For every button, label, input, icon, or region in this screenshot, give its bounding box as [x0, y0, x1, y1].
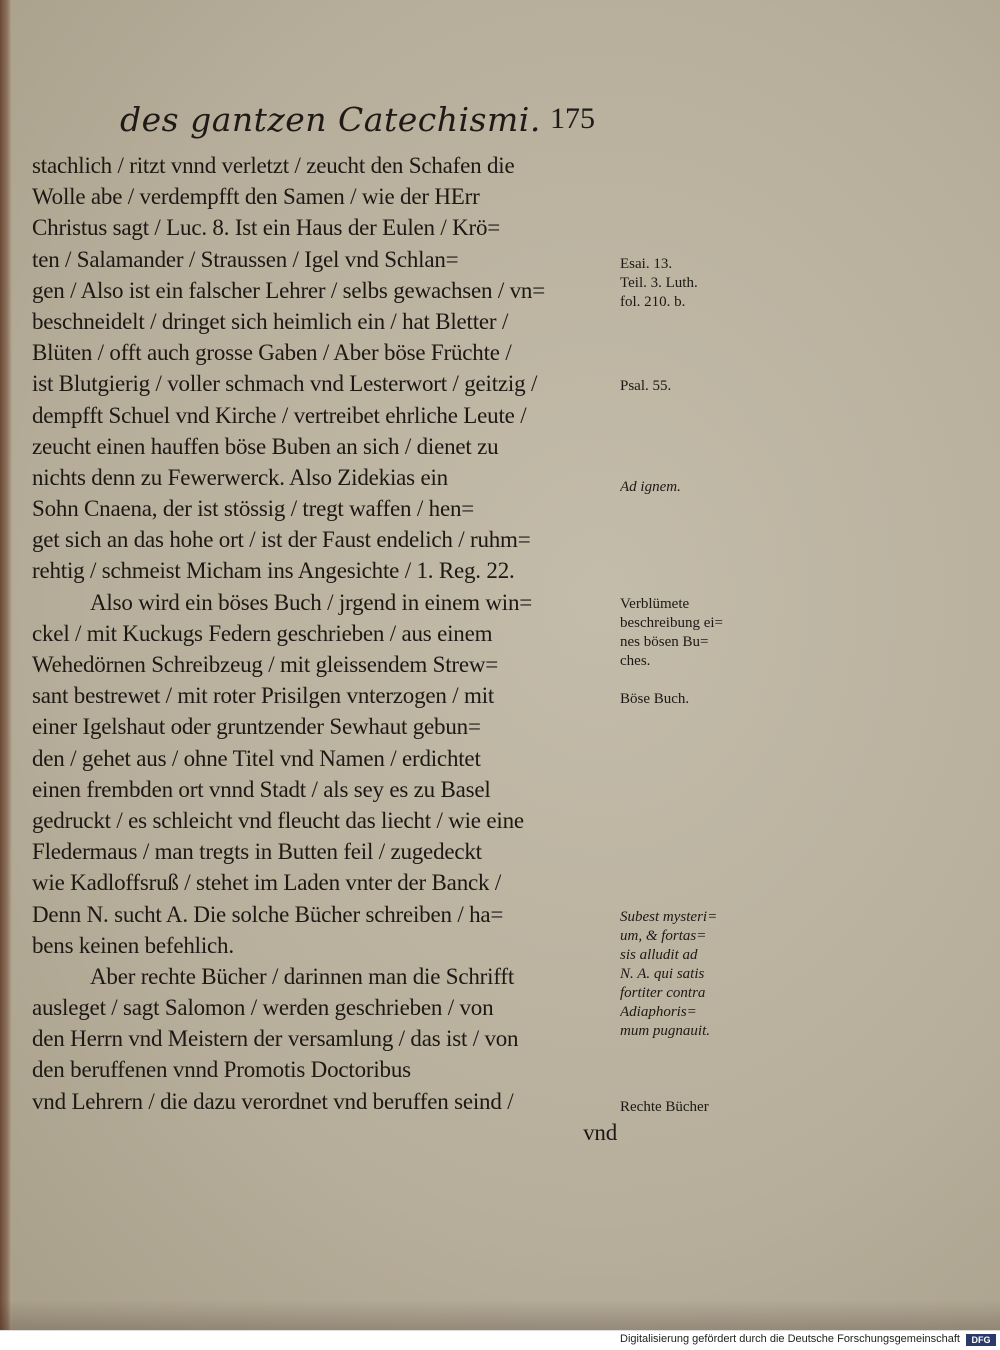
text-line: sant bestrewet / mit roter Prisilgen vnterzogen / mit [32, 683, 495, 709]
margin-note-line: N. A. qui satis [620, 966, 705, 982]
margin-note-line: mum pugnauit. [620, 1023, 710, 1039]
margin-note-line: fol. 210. b. [620, 294, 686, 310]
funding-credit: Digitalisierung gefördert durch die Deutsche Forschungsgemeinschaft [620, 1333, 960, 1345]
margin-note-line: Psal. 55. [620, 378, 672, 394]
margin-note [620, 1098, 795, 1117]
margin-note [620, 377, 795, 396]
margin-note-line: Subest mysteri= [620, 909, 718, 925]
text-line: bens keinen befehlich. [32, 932, 234, 958]
text-line: gedruckt / es schleicht vnd fleucht das liecht / wie eine [32, 807, 524, 833]
text-line: nichts denn zu Fewerwerck. Also Zidekias ein [32, 464, 448, 490]
margin-note-line: Adiaphoris= [620, 1004, 697, 1020]
margin-note-line: sis alludit ad [620, 947, 698, 963]
margin-note-line: Verblümete [620, 596, 690, 612]
margin-note [620, 908, 795, 1041]
running-header [120, 100, 620, 144]
text-line: stachlich / ritzt vnnd verletzt / zeucht den Schafen die [32, 153, 515, 178]
text-line: wie Kadloffsruß / stehet im Laden vnter der Banck / [32, 870, 502, 896]
body-text [32, 150, 617, 1148]
margin-note [620, 478, 795, 497]
margin-note [620, 595, 795, 671]
margin-note-line: Esai. 13. [620, 256, 673, 272]
text-line: Denn N. sucht A. Die solche Bücher schreiben / ha= [32, 901, 504, 927]
margin-note-line: Rechte Bücher [620, 1099, 709, 1115]
text-line: ist Blutgierig / voller schmach vnd Lesterwort / geitzig / [32, 371, 538, 397]
text-line: vnd Lehrern / die dazu verordnet vnd beruffen seind / [32, 1088, 514, 1114]
text-line: ausleget / sagt Salomon / werden geschrieben / von [32, 995, 494, 1021]
catchword: vnd [583, 1119, 617, 1145]
text-line: Christus sagt / Luc. 8. Ist ein Haus der Eulen / Krö= [32, 215, 501, 241]
text-line: rehtig / schmeist Micham ins Angesichte / 1. Reg. 22. [32, 558, 515, 584]
page-binding-edge [0, 0, 12, 1330]
text-line: gen / Also ist ein falscher Lehrer / selbs gewachsen / vn= [32, 277, 545, 303]
text-line: dempfft Schuel vnd Kirche / vertreibet ehrliche Leute / [32, 402, 527, 428]
margin-note-line: fortiter contra [620, 985, 706, 1001]
page-bottom-shadow [0, 1300, 1000, 1330]
text-line: zeucht einen hauffen böse Buben an sich / dienet zu [32, 433, 499, 459]
text-line: den / gehet aus / ohne Titel vnd Namen / erdichtet [32, 745, 481, 771]
margin-note-line: um, & fortas= [620, 928, 707, 944]
page-number: 175 [550, 102, 595, 135]
text-line: Wolle abe / verdempfft den Samen / wie der HErr [32, 184, 480, 210]
text-line: beschneidelt / dringet sich heimlich ein / hat Bletter / [32, 308, 509, 334]
text-line: den Herrn vnd Meistern der versamlung / das ist / von [32, 1026, 519, 1052]
margin-note-line: Ad ignem. [620, 479, 681, 495]
text-line: den beruffenen vnnd Promotis Doctoribus [32, 1057, 411, 1083]
text-line: Blüten / offt auch grosse Gaben / Aber böse Früchte / [32, 340, 512, 366]
text-line: Fledermaus / man tregts in Butten feil / zugedeckt [32, 839, 482, 865]
text-line: Sohn Cnaena, der ist stössig / tregt waffen / hen= [32, 496, 475, 522]
margin-note-line: ches. [620, 653, 651, 669]
margin-note-line: Teil. 3. Luth. [620, 275, 698, 291]
margin-note-line: Böse Buch. [620, 691, 690, 707]
text-line: Aber rechte Bücher / darinnen man die Schrifft [90, 963, 515, 989]
text-line: Also wird ein böses Buch / jrgend in einem win= [90, 589, 533, 615]
margin-note [620, 255, 795, 312]
text-line: einen frembden ort vnnd Stadt / als sey es zu Basel [32, 776, 491, 802]
digitization-footer [0, 1330, 1000, 1350]
text-line: ten / Salamander / Straussen / Igel vnd Schlan= [32, 246, 459, 272]
dfg-logo: DFG [966, 1334, 996, 1346]
margin-note-line: nes bösen Bu= [620, 634, 709, 650]
text-line: einer Igelshaut oder gruntzender Sewhaut gebun= [32, 714, 481, 740]
running-title: des gantzen Catechismi. [120, 100, 541, 139]
text-line: get sich an das hohe ort / ist der Faust endelich / ruhm= [32, 527, 531, 553]
margin-note [620, 690, 795, 709]
text-line: Wehedörnen Schreibzeug / mit gleissendem Strew= [32, 652, 499, 677]
text-line: ckel / mit Kuckugs Federn geschrieben / aus einem [32, 620, 493, 646]
margin-note-line: beschreibung ei= [620, 615, 724, 631]
